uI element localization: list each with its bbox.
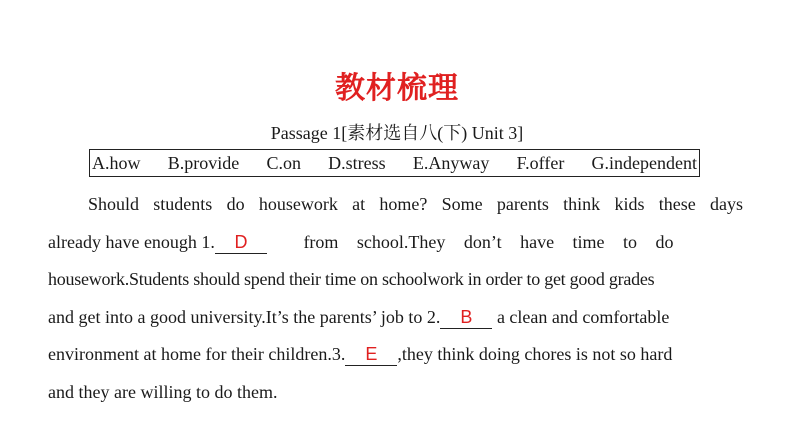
line-2-start: already have enough 1. bbox=[48, 231, 215, 252]
blank-2[interactable] bbox=[440, 308, 492, 329]
option-e: E.Anyway bbox=[412, 152, 490, 173]
section-title: 教材梳理 bbox=[335, 71, 459, 106]
passage-line-2 bbox=[48, 224, 743, 262]
option-a: A.how bbox=[92, 152, 141, 173]
line-4-end: a clean and comfortable bbox=[492, 306, 670, 327]
passage-source: Passage 1[素材选自八(下) Unit 3] bbox=[270, 123, 524, 143]
passage-text bbox=[48, 186, 743, 411]
passage-line-4 bbox=[48, 299, 743, 337]
line-2-end: from school.They don’t have time to do bbox=[284, 231, 674, 252]
passage-line-5 bbox=[48, 336, 743, 374]
option-b: B.provide bbox=[167, 152, 240, 173]
blank-3[interactable] bbox=[345, 345, 397, 366]
passage-line-3: housework.Students should spend their time on schoolwork in order to get good grades bbox=[48, 269, 655, 289]
line-4-start: and get into a good university.It’s the parents’ job to 2. bbox=[48, 306, 441, 327]
answer-3: E bbox=[365, 344, 378, 364]
answer-2: B bbox=[460, 306, 473, 327]
option-d: D.stress bbox=[328, 152, 386, 173]
line-5-start: environment at home for their children.3. bbox=[48, 344, 346, 364]
passage-line-6: and they are willing to do them. bbox=[48, 381, 278, 402]
blank-1[interactable] bbox=[215, 233, 267, 254]
option-c: C.on bbox=[266, 152, 301, 173]
line-5-end: ,they think doing chores is not so hard bbox=[397, 344, 673, 364]
options-box bbox=[89, 149, 700, 177]
answer-1: D bbox=[234, 231, 248, 252]
passage-line-1: Should students do housework at home? Some parents think kids these days bbox=[88, 194, 743, 214]
option-f: F.offer bbox=[516, 152, 565, 173]
option-g: G.independent bbox=[591, 152, 697, 173]
